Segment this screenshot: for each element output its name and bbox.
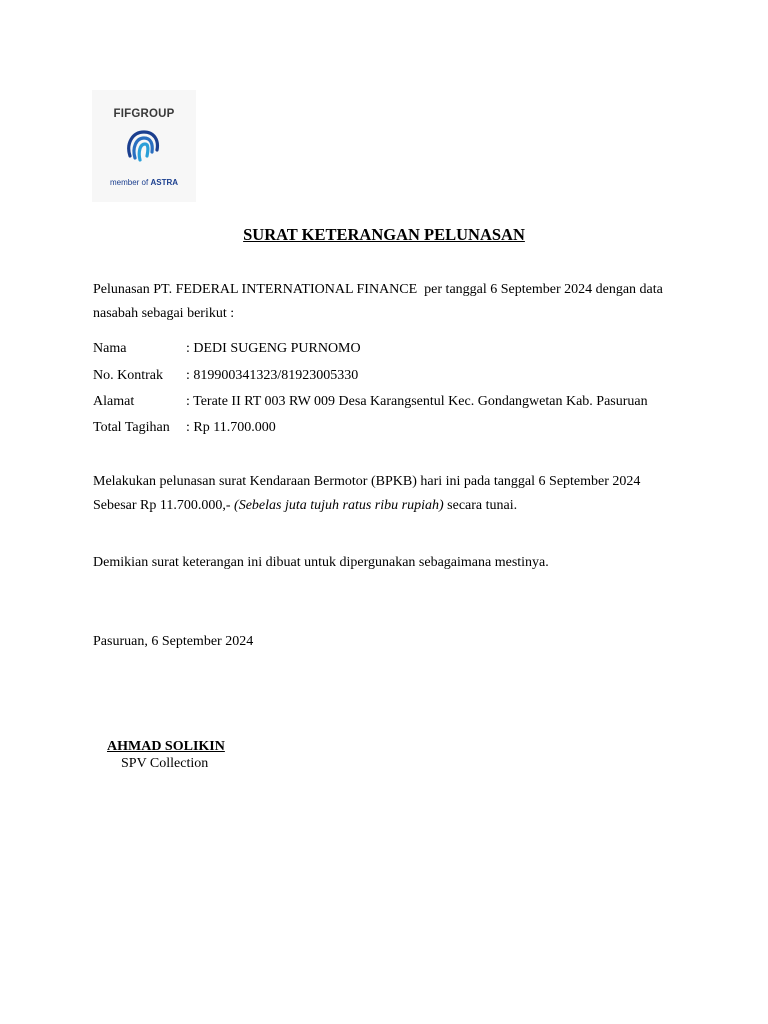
detail-row-alamat bbox=[93, 392, 648, 412]
company-logo bbox=[92, 90, 196, 202]
logo-brand-text: FIFGROUP bbox=[113, 108, 175, 120]
detail-row-total-tagihan bbox=[93, 418, 276, 438]
detail-label: Total Tagihan bbox=[93, 420, 170, 435]
detail-value: : Rp 11.700.000 bbox=[186, 420, 276, 435]
payment-line-2 bbox=[93, 494, 693, 518]
detail-value: : DEDI SUGENG PURNOMO bbox=[186, 341, 361, 356]
closing-statement: Demikian surat keterangan ini dibuat untuk dipergunakan sebagaimana mestinya. bbox=[93, 555, 549, 570]
signer-position: SPV Collection bbox=[121, 756, 209, 771]
payment-method: secara tunai. bbox=[443, 498, 518, 513]
detail-label: No. Kontrak bbox=[93, 368, 163, 383]
signer-name: AHMAD SOLIKIN bbox=[107, 739, 225, 754]
payment-paragraph bbox=[93, 470, 693, 518]
fingerprint-logo-icon bbox=[122, 126, 162, 166]
intro-paragraph: Pelunasan PT. FEDERAL INTERNATIONAL FINANCE per tanggal 6 September 2024 dengan data nasabah sebagai berikut : bbox=[93, 282, 667, 321]
detail-row-nama bbox=[93, 339, 361, 359]
payment-line-1: Melakukan pelunasan surat Kendaraan Bermotor (BPKB) hari ini pada tanggal 6 September 2024 bbox=[93, 474, 641, 489]
detail-row-kontrak bbox=[93, 366, 358, 386]
logo-tagline-prefix: member of bbox=[109, 178, 151, 187]
logo-tagline bbox=[92, 178, 196, 187]
logo-tagline-brand: ASTRA bbox=[150, 178, 179, 187]
place-and-date: Pasuruan, 6 September 2024 bbox=[93, 634, 254, 649]
detail-value: : Terate II RT 003 RW 009 Desa Karangsentul Kec. Gondangwetan Kab. Pasuruan bbox=[186, 394, 648, 409]
detail-label: Nama bbox=[93, 341, 127, 356]
detail-label: Alamat bbox=[93, 394, 135, 409]
document-title: SURAT KETERANGAN PELUNASAN bbox=[243, 225, 525, 244]
payment-amount-words: (Sebelas juta tujuh ratus ribu rupiah) bbox=[234, 498, 444, 513]
detail-value: : 819900341323/81923005330 bbox=[186, 368, 359, 383]
payment-amount: Sebesar Rp 11.700.000,- bbox=[93, 498, 235, 513]
